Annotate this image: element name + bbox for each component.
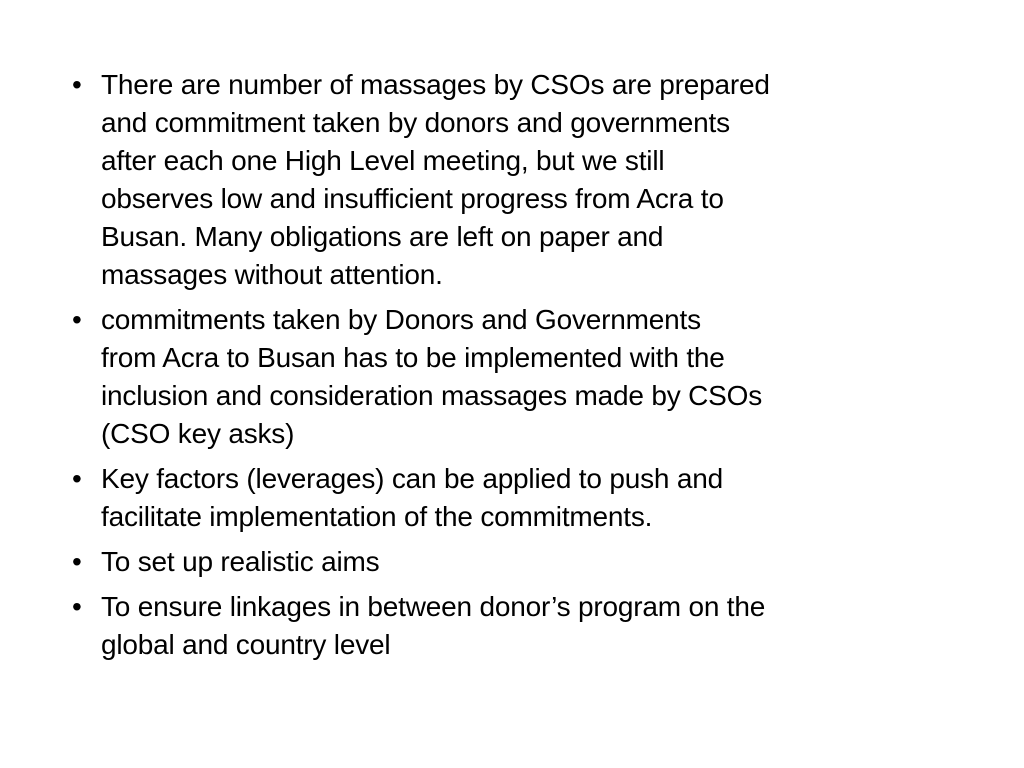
bullet-icon: • xyxy=(72,69,82,100)
bullet-text: Key factors (leverages) can be applied to push and facilitate implementation of the commitments. xyxy=(101,463,723,532)
bullet-item-2 xyxy=(58,301,958,453)
bullet-icon: • xyxy=(72,304,82,335)
bullet-text xyxy=(101,301,958,453)
bullet-text: To ensure linkages in between donor’s program on the global and country level xyxy=(101,591,766,660)
bullet-text: To set up realistic aims xyxy=(101,546,380,577)
bullet-text-body: commitments taken by Donors and Governments from Acra to Busan has to be implemented with the inclusion and consideration massages made by CSOs (CSO key asks) xyxy=(101,304,762,449)
bullet-list xyxy=(58,66,958,671)
bullet-icon: • xyxy=(72,546,82,577)
bullet-icon: • xyxy=(72,463,82,494)
bullet-item-4 xyxy=(58,543,958,581)
bullet-item-5 xyxy=(58,588,958,664)
bullet-item-3 xyxy=(58,460,958,536)
bullet-icon: • xyxy=(72,591,82,622)
bullet-item-1 xyxy=(58,66,958,294)
bullet-text: There are number of massages by CSOs are prepared and commitment taken by donors and governments after each one High Level meeting, but we still observes low and insufficient progress from Acra to Busan. Many obligations are left on paper and massages without attention. xyxy=(101,69,770,290)
